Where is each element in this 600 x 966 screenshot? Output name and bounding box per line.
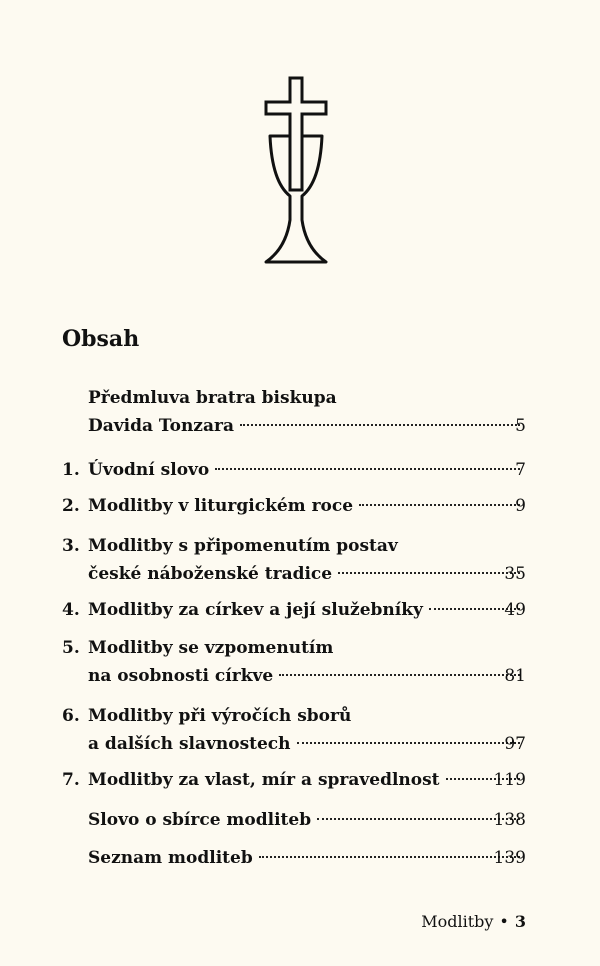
toc-entry-title: Modlitby za církev a její služebníky: [88, 600, 423, 620]
toc-heading: Obsah: [62, 326, 140, 352]
leader-dots: [338, 572, 520, 574]
toc-entry-5[interactable]: [0, 634, 600, 690]
toc-entry-title-line2: české náboženské tradice: [88, 564, 333, 584]
leader-dots: [279, 674, 520, 676]
toc-entry-page: 119: [493, 770, 526, 790]
toc-entry-page: 139: [493, 848, 526, 868]
toc-entry-page: 81: [504, 666, 526, 686]
page-footer: [421, 912, 526, 931]
toc-entry-title-line1: Předmluva bratra biskupa: [88, 388, 337, 408]
toc-entry-title: Modlitby za vlast, mír a spravedlnost: [88, 770, 440, 790]
toc-entry-number: 4.: [62, 600, 80, 620]
toc-entry-title: Seznam modliteb: [88, 848, 253, 868]
toc-entry-title-line2: na osobnosti církve: [88, 666, 274, 686]
toc-entry-1[interactable]: [0, 456, 600, 484]
toc-entry-foreword[interactable]: [0, 384, 600, 440]
toc-entry-number: 5.: [62, 638, 80, 658]
page-number: 3: [514, 912, 526, 931]
toc-entry-number: 2.: [62, 496, 80, 516]
toc-entry-page: 138: [493, 810, 526, 830]
toc-entry-title-line2: a dalších slavnostech: [88, 734, 291, 754]
toc-entry-page: 35: [504, 564, 526, 584]
toc-entry-4[interactable]: [0, 596, 600, 624]
toc-entry-3[interactable]: [0, 532, 600, 588]
toc-entry-title-line2: Davida Tonzara: [88, 416, 234, 436]
leader-dots: [317, 818, 520, 820]
toc-entry-afterword[interactable]: [0, 806, 600, 834]
toc-entry-page: 9: [515, 496, 526, 516]
toc-entry-title-line1: Modlitby s připomenutím postav: [88, 536, 398, 556]
toc-entry-title: Slovo o sbírce modliteb: [88, 810, 312, 830]
footer-bullet: •: [499, 912, 509, 931]
toc-entry-number: 7.: [62, 770, 80, 790]
leader-dots: [240, 424, 520, 426]
toc-entry-page: 7: [515, 460, 526, 480]
toc-entry-page: 5: [515, 416, 526, 436]
toc-entry-page: 97: [504, 734, 526, 754]
toc-entry-number: 3.: [62, 536, 80, 556]
chalice-cross-icon: [262, 72, 330, 270]
toc-entry-number: 1.: [62, 460, 80, 480]
toc-entry-2[interactable]: [0, 492, 600, 520]
toc-entry-6[interactable]: [0, 702, 600, 758]
toc-entry-title: Úvodní slovo: [88, 460, 210, 480]
toc-entry-prayer-list[interactable]: [0, 844, 600, 872]
toc-entry-page: 49: [504, 600, 526, 620]
leader-dots: [359, 504, 520, 506]
toc-entry-title: Modlitby v liturgickém roce: [88, 496, 354, 516]
running-title: Modlitby: [421, 912, 494, 931]
leader-dots: [259, 856, 520, 858]
toc-entry-7[interactable]: [0, 766, 600, 794]
leader-dots: [297, 742, 520, 744]
leader-dots: [215, 468, 520, 470]
toc-entry-title-line1: Modlitby při výročích sborů: [88, 706, 352, 726]
toc-entry-number: 6.: [62, 706, 80, 726]
toc-entry-title-line1: Modlitby se vzpomenutím: [88, 638, 334, 658]
